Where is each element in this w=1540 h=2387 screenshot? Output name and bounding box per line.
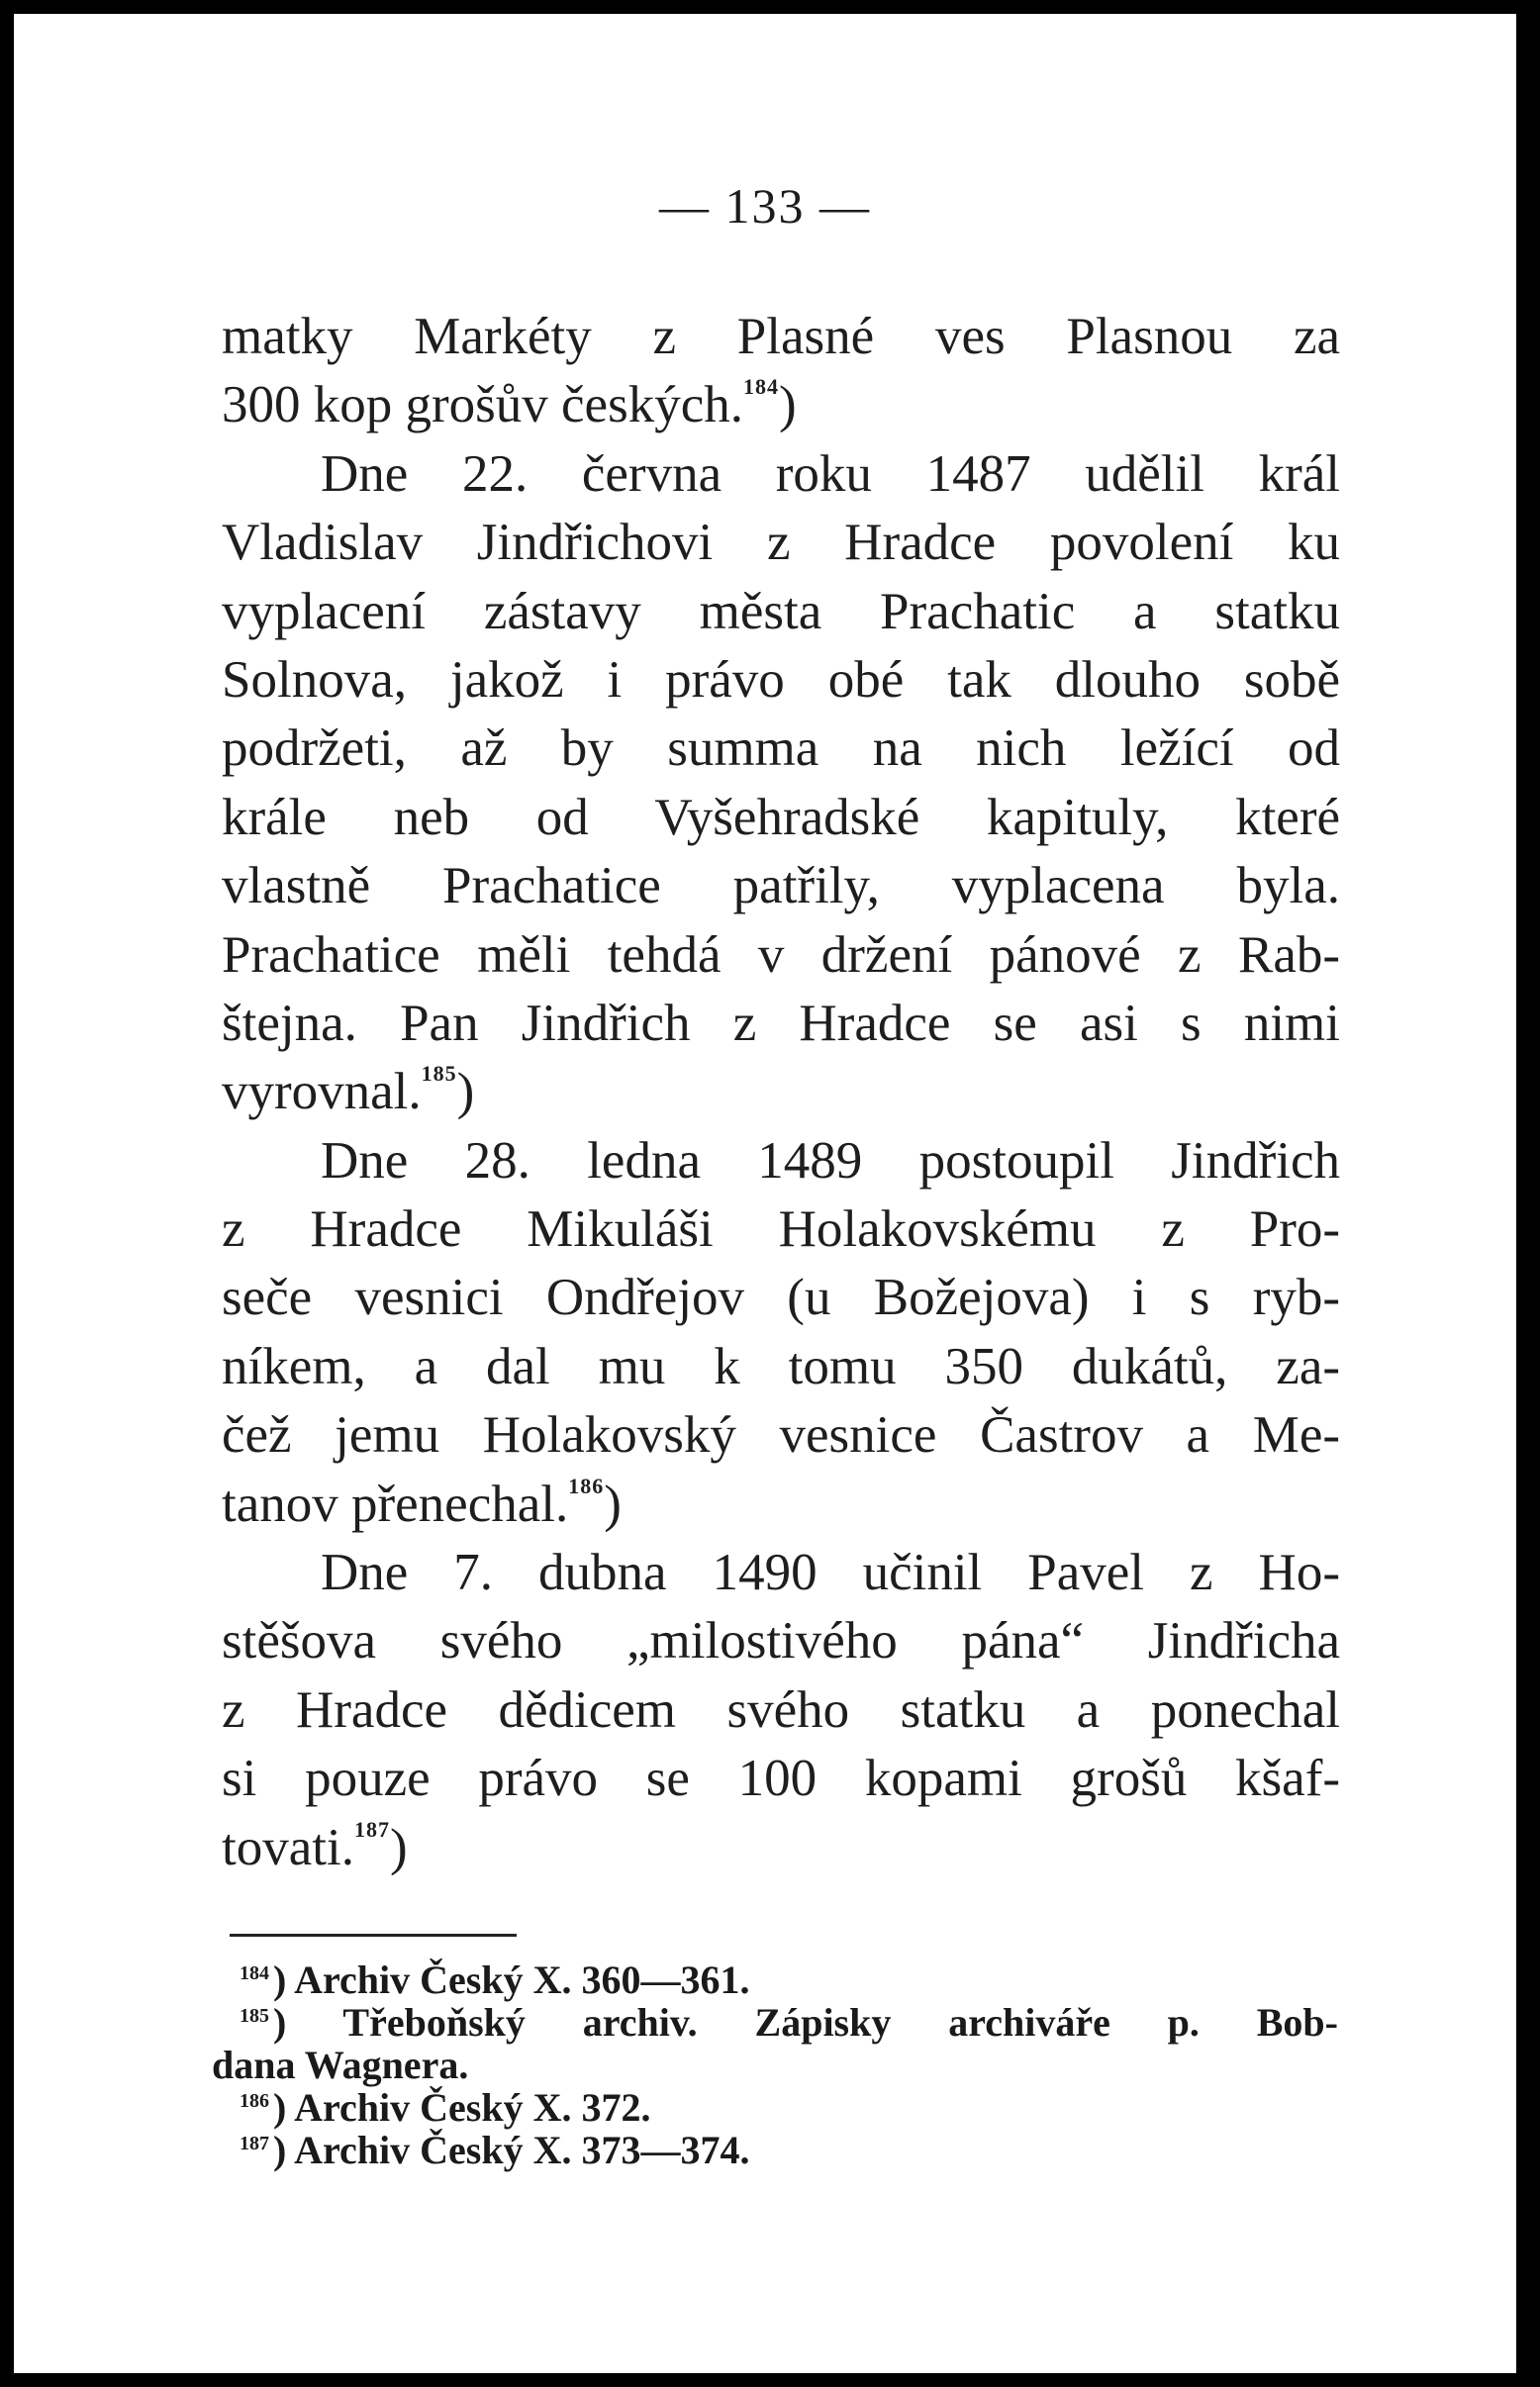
footnote: $^{186}$ ) Archiv Český X. 372.: [240, 2085, 651, 2130]
footnote-ref: 186: [568, 1473, 605, 1498]
footnote-ref: 185: [421, 1061, 457, 1087]
body-line: Prachatice měli tehdá v držení pánové z Rab-: [222, 925, 1340, 984]
body-line: tanov přenechal.$^{186}$): [222, 1473, 622, 1533]
footnote-continuation: dana Wagnera.: [212, 2043, 469, 2087]
page-number: — 133 —: [659, 178, 871, 234]
body-line: stěšova svého „milostivého pána“ Jindřicha: [222, 1612, 1340, 1671]
body-line: matky Markéty z Plasné ves Plasnou za: [222, 308, 1340, 365]
footnote-divider: [230, 1934, 517, 1937]
body-line: štejna. Pan Jindřich z Hradce se asi s nimi: [222, 994, 1340, 1052]
footnote-number: 184: [240, 1962, 269, 1984]
body-line: čež jemu Holakovský vesnice Častrov a Me-: [222, 1406, 1340, 1465]
body-line: si pouze právo se 100 kopami grošů kšaf-: [222, 1750, 1340, 1808]
body-line: seče vesnici Ondřejov (u Božejova) i s ryb-: [222, 1269, 1340, 1327]
body-line: Solnova, jakož i právo obé tak dlouho sobě: [222, 650, 1340, 709]
body-line: níkem, a dal mu k tomu 350 dukátů, za-: [222, 1337, 1340, 1395]
body-line: Dne 28. ledna 1489 postoupil Jindřich: [321, 1131, 1340, 1190]
book-page: [14, 14, 1516, 2373]
footnote-number: 187: [240, 2133, 269, 2154]
body-line: Vladislav Jindřichovi z Hradce povolení ku: [222, 514, 1340, 572]
footnote: $^{184}$ ) Archiv Český X. 360—361.: [240, 1957, 750, 2002]
page-edge: [1516, 0, 1540, 2387]
body-line: vyplacení zástavy města Prachatic a statku: [222, 582, 1340, 640]
footnote: $^{185}$ ) Třeboňský archiv. Zápisky archiváře p. Bob-: [240, 2000, 1338, 2045]
footnote-number: 185: [240, 2005, 269, 2027]
footnotes: [212, 1957, 1338, 2172]
body-text: [222, 303, 1340, 1882]
footnote-number: 186: [240, 2090, 269, 2112]
body-line: vyrovnal.$^{185}$): [222, 1061, 475, 1121]
body-line: podržeti, až by summa na nich ležící od: [222, 719, 1340, 778]
body-line: krále neb od Vyšehradské kapituly, které: [222, 788, 1340, 846]
body-line: z Hradce Mikuláši Holakovskému z Pro-: [222, 1200, 1340, 1259]
body-line: Dne 22. června roku 1487 udělil král: [321, 444, 1340, 503]
body-line: tovati.$^{187}$): [222, 1816, 408, 1876]
body-line: z Hradce dědicem svého statku a ponechal: [222, 1680, 1340, 1739]
footnote: $^{187}$ ) Archiv Český X. 373—374.: [240, 2128, 750, 2172]
body-line: vlastně Prachatice patřily, vyplacena byla.: [222, 857, 1340, 915]
body-line: Dne 7. dubna 1490 učinil Pavel z Ho-: [321, 1544, 1340, 1602]
body-line: 300 kop grošův českých.$^{184}$): [222, 374, 797, 434]
footnote-ref: 184: [742, 374, 779, 400]
footnote-ref: 187: [353, 1816, 390, 1842]
